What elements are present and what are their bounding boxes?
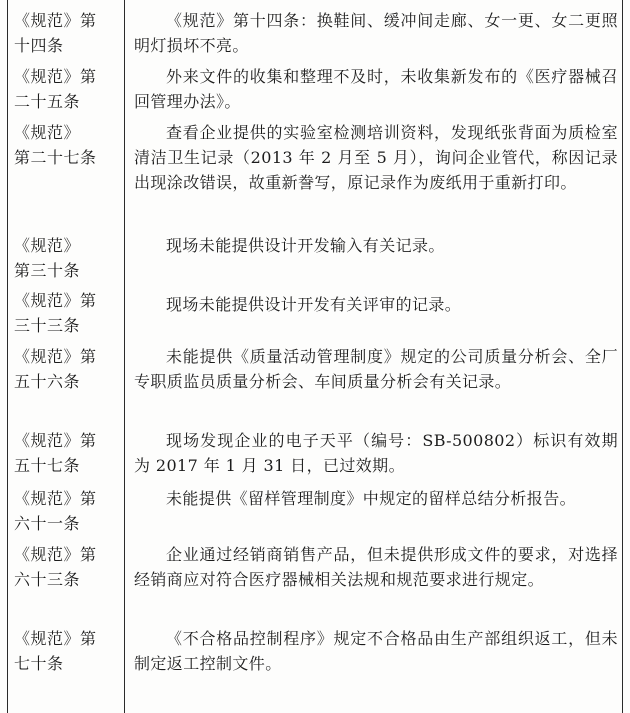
finding-text: 外来文件的收集和整理不及时，未收集新发布的《医疗器械召回管理办法》。 — [134, 67, 618, 111]
clause-reference: 《规范》第 六十三条 — [14, 545, 97, 589]
clause-reference: 《规范》第 六十一条 — [14, 489, 97, 533]
table-column-divider — [124, 0, 125, 713]
finding-text: 现场发现企业的电子天平（编号：SB-500802）标识有效期为 2017 年 1 月 31 日，已过效期。 — [134, 431, 618, 475]
clause-reference: 《规范》第 十四条 — [14, 11, 97, 55]
clause-reference: 《规范》 第三十条 — [14, 236, 81, 280]
clause-reference: 《规范》第 二十五条 — [14, 67, 97, 111]
finding-text: 《不合格品控制程序》规定不合格品由生产部组织返工，但未制定返工控制文件。 — [134, 629, 618, 673]
table-border-right — [622, 0, 623, 713]
finding-text: 《规范》第十四条：换鞋间、缓冲间走廊、女一更、女二更照明灯损坏不亮。 — [134, 11, 618, 55]
clause-reference: 《规范》第 七十条 — [14, 629, 97, 673]
finding-text: 企业通过经销商销售产品，但未提供形成文件的要求，对选择经销商应对符合医疗器械相关法规和规范要求进行规定。 — [134, 545, 618, 589]
clause-reference: 《规范》第 五十六条 — [14, 347, 97, 391]
finding-text: 未能提供《留样管理制度》中规定的留样总结分析报告。 — [166, 489, 577, 508]
finding-text: 现场未能提供设计开发有关评审的记录。 — [166, 295, 462, 314]
clause-reference: 《规范》第 五十七条 — [14, 431, 97, 475]
finding-text: 未能提供《质量活动管理制度》规定的公司质量分析会、全厂专职质监员质量分析会、车间质量分析会有关记录。 — [134, 347, 618, 391]
finding-text: 现场未能提供设计开发输入有关记录。 — [166, 236, 445, 255]
finding-text: 查看企业提供的实验室检测培训资料，发现纸张背面为质检室清洁卫生记录（2013 年 2 月至 5 月），询问企业管代，称因记录出现涂改错误，故重新誊写，原记录作为废纸用于重新打印。 — [134, 123, 618, 192]
clause-reference: 《规范》 第二十七条 — [14, 123, 97, 167]
clause-reference: 《规范》第 三十三条 — [14, 291, 97, 335]
table-border-left — [7, 0, 8, 713]
